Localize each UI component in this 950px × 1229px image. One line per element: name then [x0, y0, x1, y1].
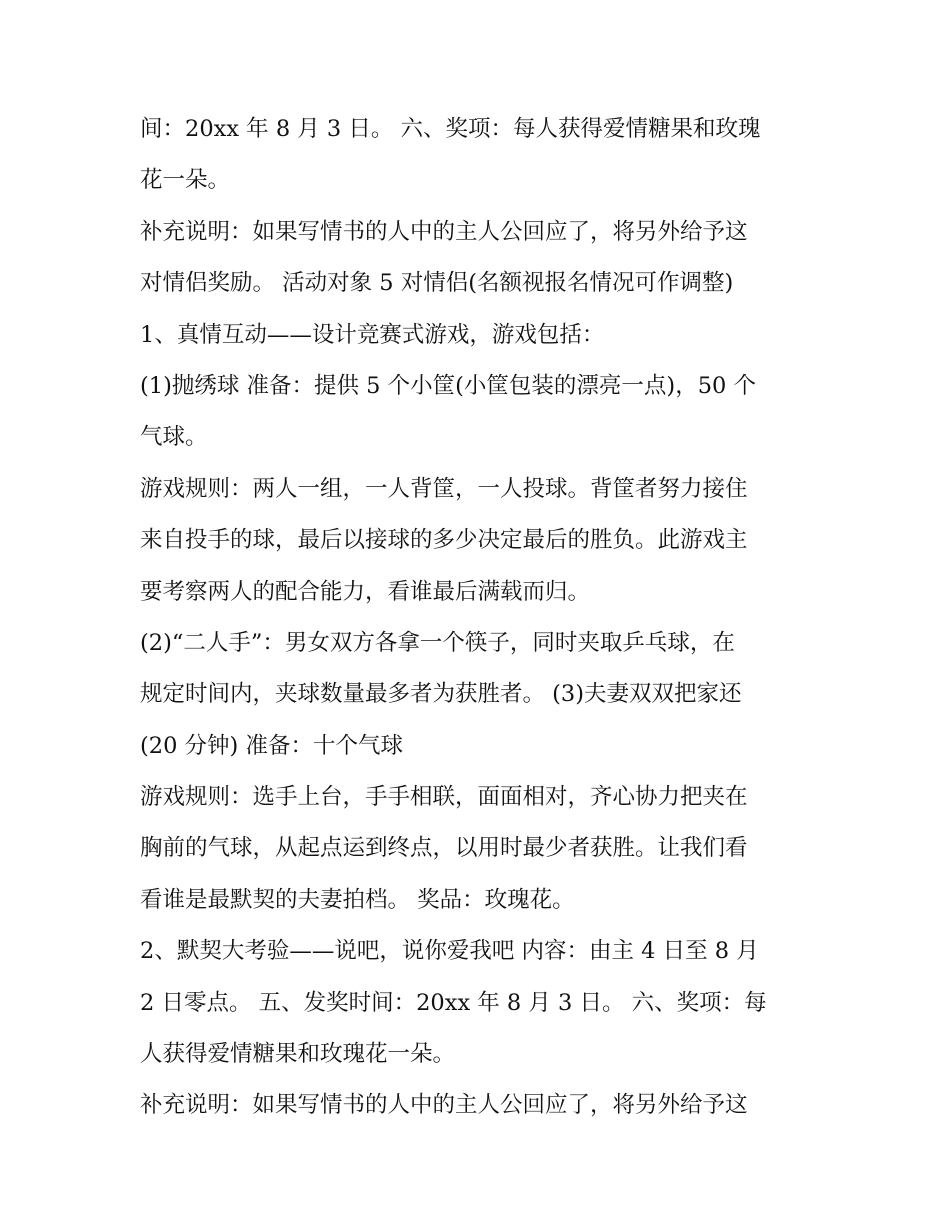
text-line: (1)抛绣球 准备：提供 5 个小筐(小筐包装的漂亮一点)，50 个 [140, 372, 756, 399]
text-line: 游戏规则：两人一组，一人背筐，一人投球。背筐者努力接住 [140, 475, 748, 502]
text-line: 补充说明：如果写情书的人中的主人公回应了，将另外给予这 [140, 1092, 748, 1119]
document-body [140, 104, 820, 1132]
text-line: 要考察两人的配合能力，看谁最后满载而归。 [140, 578, 591, 605]
text-line: (2)“二人手”：男女双方各拿一个筷子，同时夹取乒乓球，在 [140, 629, 735, 656]
text-line: 人获得爱情糖果和玫瑰花一朵。 [140, 1041, 456, 1068]
text-line: 规定时间内，夹球数量最多者为获胜者。 (3)夫妻双双把家还 [140, 681, 742, 708]
text-line: 间：20xx 年 8 月 3 日。 六、奖项：每人获得爱情糖果和玫瑰 [140, 116, 761, 142]
text-line: 补充说明：如果写情书的人中的主人公回应了，将另外给予这 [140, 218, 748, 245]
text-line: 游戏规则：选手上台，手手相联，面面相对，齐心协力把夹在 [140, 784, 748, 811]
text-line: 胸前的气球，从起点运到终点，以用时最少者获胜。让我们看 [140, 835, 748, 862]
text-line: (20 分钟) 准备：十个气球 [140, 732, 403, 759]
text-line: 1、真情互动——设计竞赛式游戏，游戏包括： [140, 321, 605, 348]
text-line: 气球。 [140, 424, 208, 451]
text-line: 花一朵。 [140, 167, 231, 194]
text-line: 看谁是最默契的夫妻拍档。 奖品：玫瑰花。 [140, 886, 575, 913]
text-line: 对情侣奖励。 活动对象 5 对情侣(名额视报名情况可作调整) [140, 270, 734, 297]
text-line: 来自投手的球，最后以接球的多少决定最后的胜负。此游戏主 [140, 527, 748, 554]
text-line: 2 日零点。 五、发奖时间：20xx 年 8 月 3 日。 六、奖项：每 [140, 989, 767, 1016]
text-line: 2、默契大考验——说吧，说你爱我吧 内容：由主 4 日至 8 月 [140, 938, 759, 965]
